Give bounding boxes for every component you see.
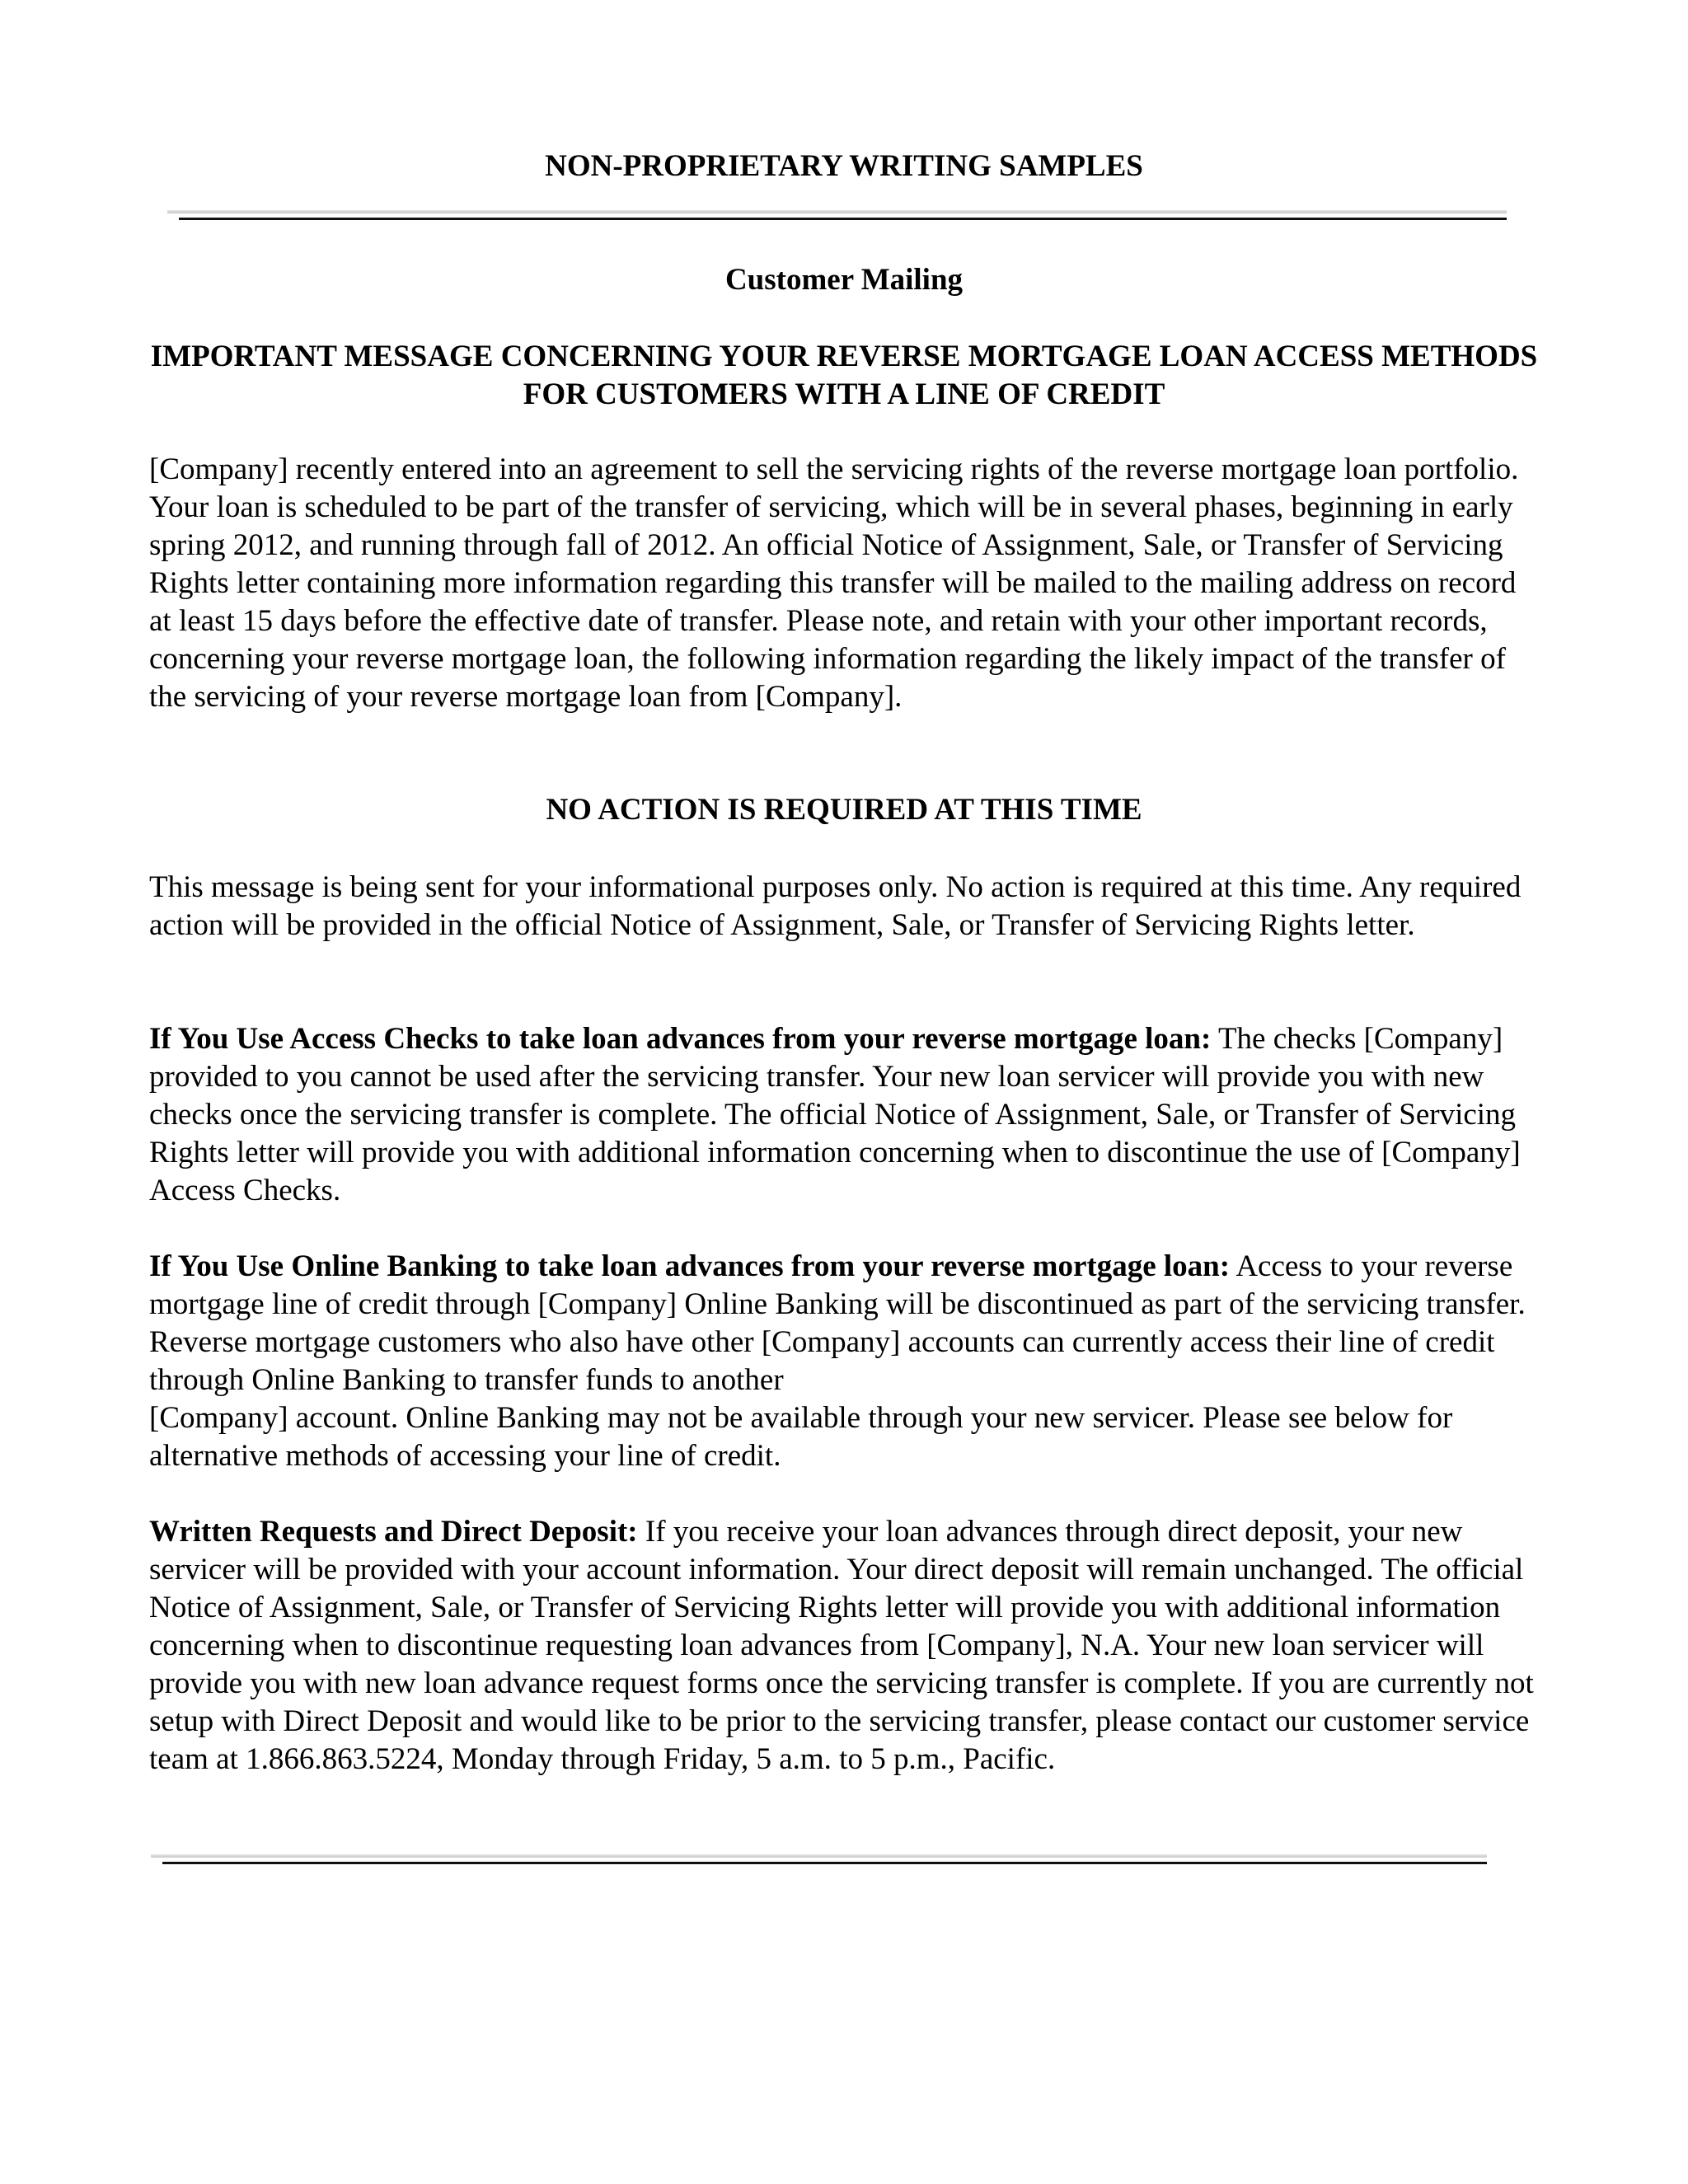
- online-banking-paragraph: [149, 1248, 1542, 1475]
- written-requests-lead: Written Requests and Direct Deposit:: [149, 1515, 638, 1549]
- main-heading: IMPORTANT MESSAGE CONCERNING YOUR REVERSE MORTGAGE LOAN ACCESS METHODS FOR CUSTOMERS WITH A LINE OF CREDIT: [150, 340, 1538, 411]
- message-paragraph: This message is being sent for your informational purposes only. No action is required at this time. Any required action will be provided in the official Notice of Assignment, Sale, or Transfer of Servicing Rights letter.: [149, 870, 1522, 942]
- document-title: NON-PROPRIETARY WRITING SAMPLES: [545, 149, 1143, 183]
- online-banking-body-part2: [Company] account. Online Banking may not be available through your new servicer. Please see below for alternative methods of accessing your line of credit.: [149, 1401, 1453, 1473]
- online-banking-lead: If You Use Online Banking to take loan advances from your reverse mortgage loan:: [149, 1249, 1231, 1283]
- bottom-divider: [151, 1854, 1487, 1866]
- bottom-divider-shadow: [151, 1854, 1487, 1858]
- top-divider-shadow: [167, 210, 1507, 213]
- document-subtitle: Customer Mailing: [724, 263, 964, 297]
- top-divider-line: [179, 218, 1507, 220]
- written-requests-body: If you receive your loan advances through direct deposit, your new servicer will be provided with your account information. Your direct deposit will remain unchanged. The official Notice of Assignment, Sale, or Transfer of Servicing Rights letter will provide you with additional information concerning when to discontinue requesting loan advances from [Company], N.A. Your new loan servicer will provide you with new loan advance request forms once the servicing transfer is complete. If you are currently not setup with Direct Deposit and would like to be prior to the servicing transfer, please contact our customer service team at 1.866.863.5224, Monday through Friday, 5 a.m. to 5 p.m., Pacific.: [149, 1515, 1534, 1776]
- written-requests-paragraph: [149, 1513, 1542, 1779]
- access-checks-paragraph: [149, 1020, 1542, 1210]
- top-divider: [167, 210, 1507, 222]
- access-checks-body: The checks [Company] provided to you cannot be used after the servicing transfer. Your new loan servicer will provide you with new checks once the servicing transfer is complete. The official Notice of Assignment, Sale, or Transfer of Servicing Rights letter will provide you with additional information concerning when to discontinue the use of [Company] Access Checks.: [149, 1022, 1521, 1207]
- online-banking-body-part1: Access to your reverse mortgage line of credit through [Company] Online Banking will be discontinued as part of the servicing transfer. Reverse mortgage customers who also have other [Company] accounts can currently access their line of credit through Online Banking to transfer funds to another: [149, 1249, 1526, 1397]
- intro-paragraph: [Company] recently entered into an agreement to sell the servicing rights of the reverse mortgage loan portfolio. Your loan is scheduled to be part of the transfer of servicing, which will be in several phases, beginning in early spring 2012, and running through fall of 2012. An official Notice of Assignment, Sale, or Transfer of Servicing Rights letter containing more information regarding this transfer will be mailed to the mailing address on record at least 15 days before the effective date of transfer. Please note, and retain with your other important records, concerning your reverse mortgage loan, the following information regarding the likely impact of the transfer of the servicing of your reverse mortgage loan from [Company].: [149, 452, 1519, 714]
- bottom-divider-line: [162, 1862, 1487, 1864]
- no-action-heading: NO ACTION IS REQUIRED AT THIS TIME: [546, 793, 1142, 827]
- access-checks-lead: If You Use Access Checks to take loan advances from your reverse mortgage loan:: [149, 1022, 1212, 1056]
